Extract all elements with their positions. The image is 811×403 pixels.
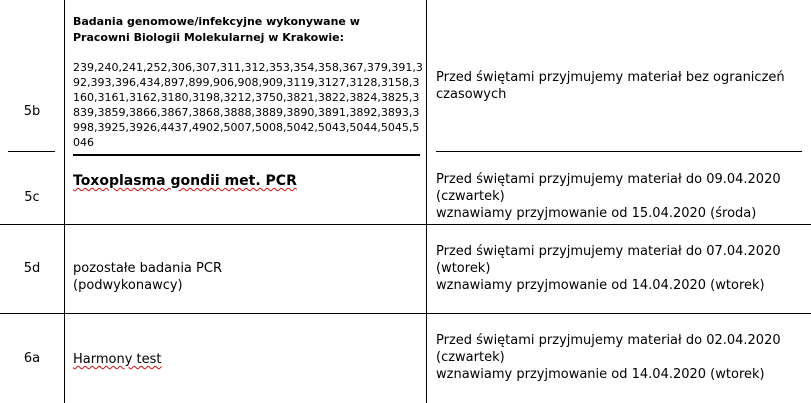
- note-5c-line3: wznawiamy przyjmowanie od 15.04.2020 (środa): [436, 206, 757, 221]
- row-divider-5d: [0, 313, 811, 314]
- note-5b-line2: czasowych: [436, 87, 507, 102]
- note-5c-line2: (czwartek): [436, 189, 505, 204]
- test-name-5d-line2: (podwykonawcy): [73, 278, 183, 293]
- row-divider-5b-id: [8, 151, 55, 152]
- note-5c-line1: Przed świętami przyjmujemy materiał do 09.04.2020: [436, 172, 781, 187]
- test-name-5c: Toxoplasma gondii met. PCR: [73, 173, 297, 189]
- row-divider-5b-test: [73, 154, 420, 156]
- note-5b-line1: Przed świętami przyjmujemy materiał bez ograniczeń: [436, 70, 785, 85]
- row-id-5c: 5c: [24, 190, 40, 205]
- column-divider-left: [64, 0, 65, 403]
- note-6a-line3: wznawiamy przyjmowanie od 14.04.2020 (wtorek): [436, 367, 765, 382]
- lab-heading: [73, 14, 360, 46]
- note-5d-line2: (wtorek): [436, 261, 491, 276]
- row-id-5b: 5b: [23, 104, 41, 119]
- note-6a-line1: Przed świętami przyjmujemy materiał do 02.04.2020: [436, 333, 781, 348]
- row-id-5d: 5d: [23, 261, 41, 276]
- note-5d-line1: Przed świętami przyjmujemy materiał do 07.04.2020: [436, 244, 781, 259]
- lab-heading-line1: Badania genomowe/infekcyjne wykonywane w: [73, 15, 360, 28]
- row-divider-5c: [0, 224, 811, 225]
- column-divider-right: [426, 0, 427, 403]
- row-divider-5b-note: [436, 151, 802, 152]
- note-6a-line2: (czwartek): [436, 350, 505, 365]
- row-id-6a: 6a: [23, 351, 41, 366]
- lab-heading-line2: Pracowni Biologii Molekularnej w Krakowie:: [73, 31, 344, 44]
- test-name-6a: Harmony test: [73, 352, 162, 367]
- test-codes-list: 239,240,241,252,306,307,311,312,353,354,358,367,379,391,392,393,396,434,897,899,906,908,909,3119,3127,3128,3158,3160,3161,3162,3180,3198,3212,3750,3821,3822,3824,3825,3839,3859,3866,3867,3868,3888,3889,3890,3891,3892,3893,3998,3925,3926,4437,4902,5007,5008,5042,5043,5044,5045,5046: [73, 61, 423, 149]
- note-5d-line3: wznawiamy przyjmowanie od 14.04.2020 (wtorek): [436, 278, 765, 293]
- test-name-5d-line1: pozostałe badania PCR: [73, 261, 222, 276]
